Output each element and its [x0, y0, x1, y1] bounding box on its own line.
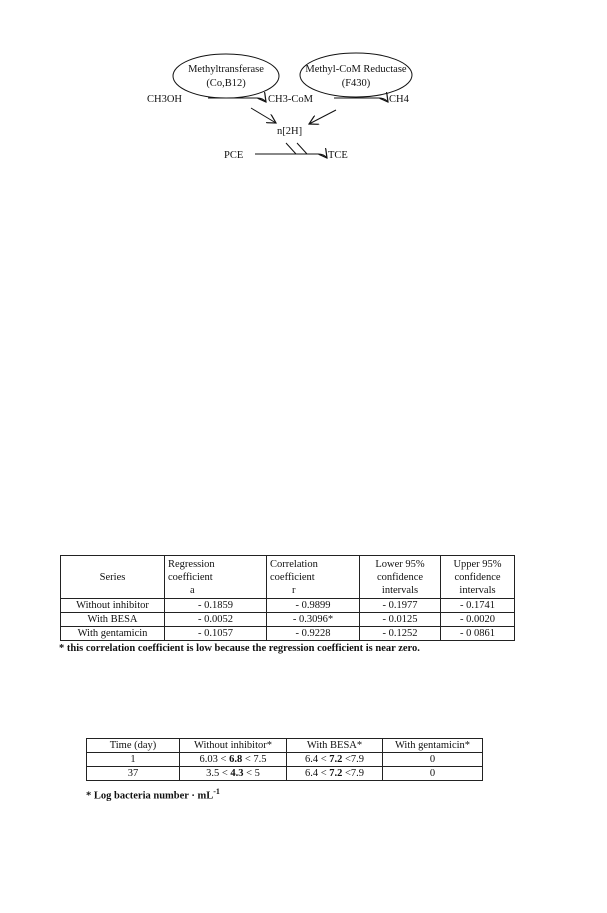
table1-footnote: * this correlation coefficient is low because the regression coefficient is near zero. — [59, 643, 420, 654]
cell-with-gentamicin: 0 — [383, 753, 483, 767]
table2-footnote: * Log bacteria number · $mL^{-1}$ — [86, 787, 220, 802]
cell-upper-ci: - 0.1741 — [441, 599, 515, 613]
arrow-reduction — [334, 98, 388, 102]
cell-lower-ci: - 0.0125 — [360, 613, 441, 627]
cell-correlation: - 0.3096* — [267, 613, 360, 627]
cell-regression: - 0.1859 — [165, 599, 267, 613]
cell-without-inhibitor: 6.03 < 6.8 < 7.5 — [180, 753, 287, 767]
table-row — [61, 599, 515, 613]
col-header-with-besa: With BESA* — [287, 739, 383, 753]
col-header-series: Series — [61, 556, 165, 599]
pce-label: PCE — [224, 150, 244, 161]
bacteria-count-table — [86, 738, 483, 781]
cell-regression: - 0.0052 — [165, 613, 267, 627]
table-header-row — [87, 739, 483, 753]
table-row — [61, 613, 515, 627]
pathway-diagram — [0, 0, 607, 175]
col-header-correlation: Correlation coefficient r — [267, 556, 360, 599]
arrow-h-left — [251, 108, 276, 123]
col-header-upper-ci: Upper 95% confidence intervals — [441, 556, 515, 599]
col-header-regression: Regression coefficient a — [165, 556, 267, 599]
enzyme2-cofactor: (F430) — [341, 78, 371, 89]
table-row — [61, 627, 515, 641]
reducing-equivalents-label: n[2H] — [277, 126, 303, 137]
cell-without-inhibitor: 3.5 < 4.3 < 5 — [180, 767, 287, 781]
cell-series: With gentamicin — [61, 627, 165, 641]
cell-upper-ci: - 0 0861 — [441, 627, 515, 641]
col-header-time: Time (day) — [87, 739, 180, 753]
arrow-methylation — [208, 98, 266, 102]
cell-regression: - 0.1057 — [165, 627, 267, 641]
enzyme2-ellipse — [300, 53, 412, 97]
col-header-lower-ci: Lower 95% confidence intervals — [360, 556, 441, 599]
regression-table — [60, 555, 515, 641]
cell-with-besa: 6.4 < 7.2 <7.9 — [287, 767, 383, 781]
cell-series: Without inhibitor — [61, 599, 165, 613]
cell-upper-ci: - 0.0020 — [441, 613, 515, 627]
table-row — [87, 767, 483, 781]
electron-tick-2 — [297, 143, 307, 154]
enzyme2-name: Methyl-CoM Reductase — [305, 64, 407, 75]
electron-tick-1 — [286, 143, 296, 154]
arrow-h-right — [309, 110, 336, 124]
enzyme1-name: Methyltransferase — [188, 64, 264, 75]
cell-time: 37 — [87, 767, 180, 781]
cell-with-besa: 6.4 < 7.2 <7.9 — [287, 753, 383, 767]
cell-lower-ci: - 0.1977 — [360, 599, 441, 613]
intermediate-label: CH3-CoM — [268, 94, 313, 105]
cell-with-gentamicin: 0 — [383, 767, 483, 781]
col-header-without-inhibitor: Without inhibitor* — [180, 739, 287, 753]
cell-series: With BESA — [61, 613, 165, 627]
arrow-dechlorination — [255, 154, 327, 158]
col-header-with-gentamicin: With gentamicin* — [383, 739, 483, 753]
cell-correlation: - 0.9228 — [267, 627, 360, 641]
table-header-row — [61, 556, 515, 599]
cell-correlation: - 0.9899 — [267, 599, 360, 613]
enzyme1-ellipse — [173, 54, 279, 98]
tce-label: TCE — [328, 150, 348, 161]
table-row — [87, 753, 483, 767]
substrate-label: CH3OH — [147, 94, 183, 105]
product-label: CH4 — [389, 94, 409, 105]
enzyme1-cofactor: (Co,B12) — [206, 78, 246, 89]
cell-lower-ci: - 0.1252 — [360, 627, 441, 641]
cell-time: 1 — [87, 753, 180, 767]
